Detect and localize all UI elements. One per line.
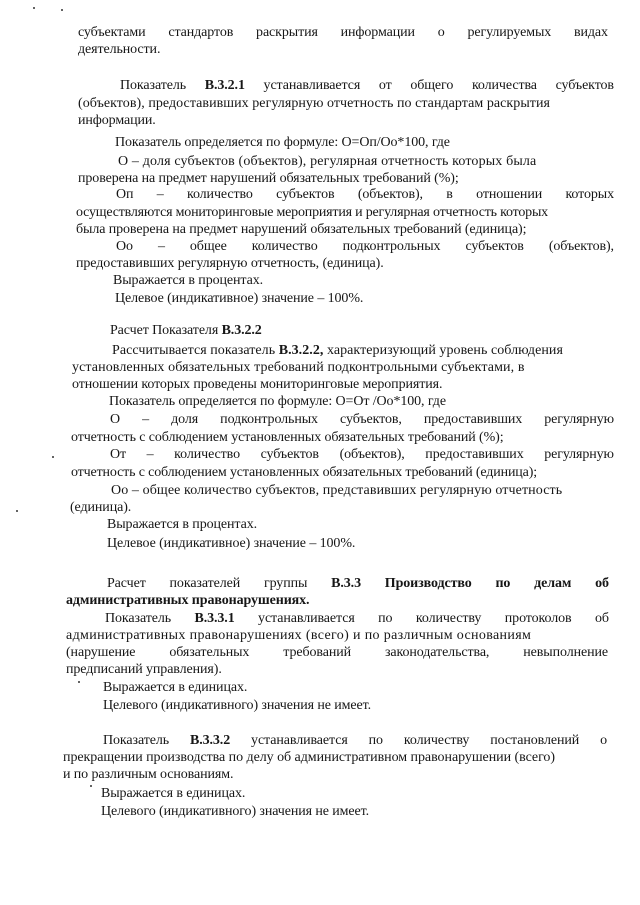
intro-line-2: деятельности.: [78, 42, 161, 57]
b331-line-4: предписаний управления).: [66, 662, 222, 677]
b321-formula: Показатель определяется по формуле: О=Оп/Оо*100, где: [115, 135, 450, 150]
b331-line-3: (нарушение обязательных требований законодательства, невыполнение: [66, 645, 608, 660]
b332-line-3: и по различным основаниям.: [63, 767, 234, 782]
b331-target: Целевого (индикативного) значения не имеет.: [103, 698, 372, 713]
scan-speck: [78, 681, 80, 683]
scan-speck: [33, 7, 35, 9]
b332-target: Целевого (индикативного) значения не имеет.: [101, 804, 370, 819]
b321-op-line-2: осуществляются мониторинговые мероприятия и регулярная отчетность которых: [76, 205, 548, 220]
b332-units: Выражается в единицах.: [101, 786, 246, 801]
b322-o-line-1: О – доля подконтрольных субъектов, предоставивших регулярную: [110, 412, 614, 427]
b322-formula: Показатель определяется по формуле: О=От /Оо*100, где: [109, 394, 446, 409]
b321-line-3: информации.: [78, 113, 156, 128]
b322-target: Целевое (индикативное) значение – 100%.: [107, 536, 356, 551]
b322-heading: Расчет Показателя B.3.2.2: [110, 323, 262, 338]
scan-speck: [90, 785, 92, 787]
b322-units: Выражается в процентах.: [107, 517, 258, 532]
b321-o-line-1: О – доля субъектов (объектов), регулярная отчетность которых была: [118, 154, 537, 169]
b321-target: Целевое (индикативное) значение – 100%.: [115, 291, 364, 306]
b331-line-2: административных правонарушениях (всего) и по различным основаниям: [66, 628, 532, 643]
b321-oo-line-2: предоставивших регулярную отчетность, (единица).: [76, 256, 384, 271]
b322-oo-line-1: Оо – общее количество субъектов, представивших регулярную отчетность: [111, 483, 563, 498]
b322-o-line-2: отчетность с соблюдением установленных обязательных требований (%);: [71, 430, 504, 445]
b33-heading-line-1: Расчет показателей группы B.3.3 Производство по делам об: [107, 576, 609, 591]
b332-line-2: прекращении производства по делу об административном правонарушении (всего): [63, 750, 555, 765]
b322-oo-line-2: (единица).: [70, 500, 132, 515]
b322-line-3: отношении которых проведены мониторинговые мероприятия.: [72, 377, 443, 392]
b321-units: Выражается в процентах.: [113, 273, 264, 288]
b322-ot-line-1: От – количество субъектов (объектов), предоставивших регулярную: [110, 447, 614, 462]
b321-oo-line-1: Оо – общее количество подконтрольных субъектов (объектов),: [116, 239, 614, 254]
b331-line-1: Показатель B.3.3.1 устанавливается по количеству протоколов об: [105, 611, 609, 626]
scan-speck: [61, 9, 63, 11]
b321-o-line-2: проверена на предмет нарушений обязательных требований (%);: [78, 171, 459, 186]
b321-op-line-3: была проверена на предмет нарушений обязательных требований (единица);: [76, 222, 527, 237]
b321-line-1: Показатель B.3.2.1 устанавливается от общего количества субъектов: [120, 78, 614, 93]
b321-line-2: (объектов), предоставивших регулярную отчетность по стандартам раскрытия: [78, 96, 550, 111]
b332-line-1: Показатель B.3.3.2 устанавливается по количеству постановлений о: [103, 733, 607, 748]
b322-line-2: установленных обязательных требований подконтрольными субъектами, в: [72, 360, 525, 375]
b321-op-line-1: Оп – количество субъектов (объектов), в отношении которых: [116, 187, 614, 202]
b331-units: Выражается в единицах.: [103, 680, 248, 695]
scan-speck: [16, 510, 18, 512]
b33-heading-line-2: административных правонарушениях.: [66, 593, 310, 608]
b322-line-1: Рассчитывается показатель B.3.2.2, характеризующий уровень соблюдения: [112, 343, 563, 358]
intro-line-1: субъектами стандартов раскрытия информации о регулируемых видах: [78, 25, 608, 40]
scan-speck: [52, 456, 54, 458]
b322-ot-line-2: отчетность с соблюдением установленных обязательных требований (единица);: [71, 465, 537, 480]
